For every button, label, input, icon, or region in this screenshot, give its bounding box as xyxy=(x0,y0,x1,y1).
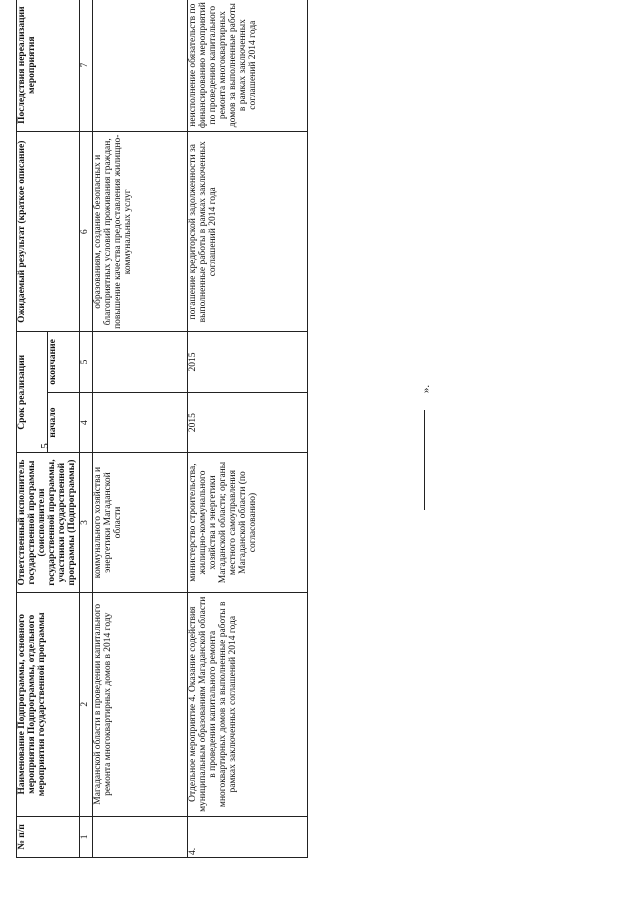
table-row xyxy=(187,0,307,858)
row-result: погашение кредиторской задолженности за выполненные работы в рамках заключенных соглашений 2014 года xyxy=(187,132,307,332)
row-name: Отдельное мероприятие 4. Оказание содействия муниципальным образованиям Магаданской области в проведении капитального ремонта многоквартирных домов за выполненные работы в рамках заключенных соглашений 2014 года xyxy=(187,592,307,816)
column-number: 7 xyxy=(79,0,92,132)
header-result: Ожидаемый результат (краткое описание) xyxy=(17,132,80,332)
header-name: Наименование Подпрограммы, основного мероприятия Подпрограммы, отдельного мероприятия государственной программы xyxy=(17,592,80,816)
column-number: 3 xyxy=(79,453,92,592)
column-number: 4 xyxy=(79,392,92,453)
row-executor: министерство строительства, жилищно-коммунального хозяйства и энергетики Магаданской области; органы местного самоуправления Магаданской области (по согласованию) xyxy=(187,453,307,592)
row-number: 4. xyxy=(187,816,307,857)
header-start: начало xyxy=(48,392,79,453)
header-executor: Ответственный исполнитель государственной программы (соисполнители государственной программы, участники государственной программы (Подпрограммы) xyxy=(17,453,80,592)
row-number xyxy=(92,816,187,857)
column-number: 5 xyxy=(79,332,92,393)
row-start: 2015 xyxy=(187,392,307,453)
closing-rule-line xyxy=(424,410,425,510)
row-result: образованиям, создание безопасных и благоприятных условий проживания граждан, повышение качества предоставления жилищно-коммунальных услуг xyxy=(92,132,187,332)
row-name: Магаданской области в проведении капитального ремонта многоквартирных домов в 2014 году xyxy=(92,592,187,816)
header-term: Срок реализации xyxy=(17,332,48,453)
row-start xyxy=(92,392,187,453)
column-numbers-row xyxy=(79,0,92,858)
closing-quote-mark: ». xyxy=(420,384,433,394)
row-consequence xyxy=(92,0,187,132)
header-consequence: Последствия нереализации мероприятия xyxy=(17,0,80,132)
program-table xyxy=(16,0,308,858)
rotated-page-content xyxy=(16,0,286,858)
row-end: 2015 xyxy=(187,332,307,393)
header-end: окончание xyxy=(48,332,79,393)
row-consequence: неисполнение обязательств по финансированию мероприятий по проведению капитального ремонта многоквартирных домов за выполненные работы в рамках заключенных соглашений 2014 года xyxy=(187,0,307,132)
column-number: 6 xyxy=(79,132,92,332)
row-end xyxy=(92,332,187,393)
table-row xyxy=(92,0,187,858)
row-executor: коммунального хозяйства и энергетики Магаданской области xyxy=(92,453,187,592)
header-row xyxy=(17,0,48,858)
page-number: 5 xyxy=(38,443,51,449)
column-number: 1 xyxy=(79,816,92,857)
column-number: 2 xyxy=(79,592,92,816)
header-number: № п/п xyxy=(17,816,80,857)
